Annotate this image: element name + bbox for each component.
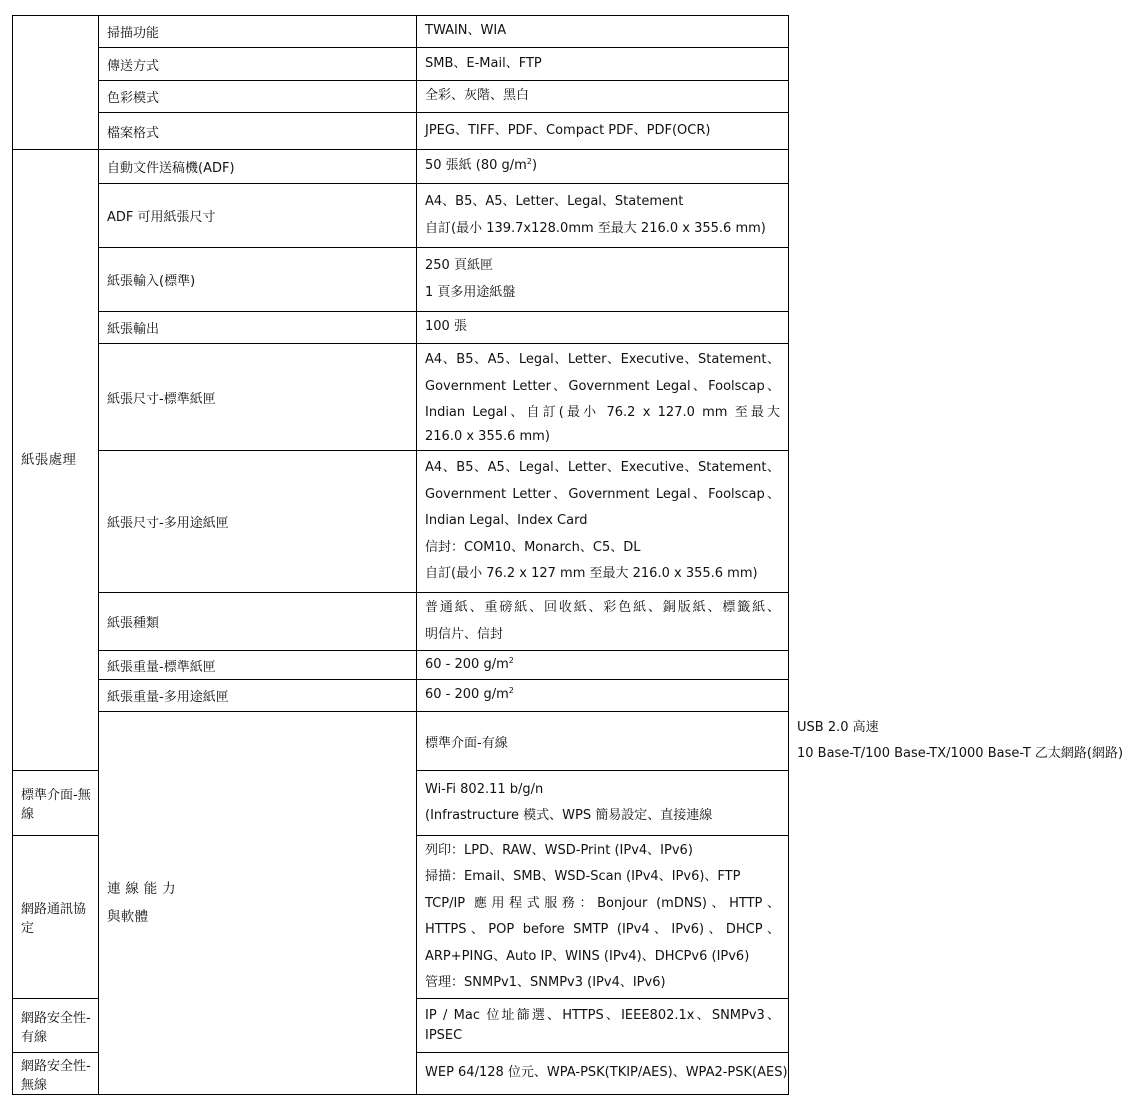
category-cell: 紙張處理 xyxy=(13,150,99,771)
row-label: 檔案格式 xyxy=(99,113,417,150)
table-row xyxy=(13,48,789,81)
row-value: WEP 64/128 位元、WPA-PSK(TKIP/AES)、WPA2-PSK(AES) xyxy=(417,1053,789,1095)
row-value: A4、B5、A5、Legal、Letter、Executive、Statement、 Government Letter、Government Legal、Foolscap、 Indian Legal、自訂(最小 76.2 x 127.0 mm 至最大 216.0 x 355.6 mm) xyxy=(417,344,789,451)
table-row xyxy=(13,113,789,150)
row-label: 紙張重量-標準紙匣 xyxy=(99,651,417,680)
row-value: 50 張紙 (80 $g/m^2$) xyxy=(417,150,789,184)
table-row xyxy=(13,248,789,312)
row-value: TWAIN、WIA xyxy=(417,16,789,48)
row-label: 網路通訊協定 xyxy=(13,836,99,999)
table-row xyxy=(13,150,789,184)
row-label: 網路安全性-無線 xyxy=(13,1053,99,1095)
row-label: 網路安全性-有線 xyxy=(13,999,99,1053)
row-label: 標準介面-無線 xyxy=(13,771,99,836)
row-value: 250 頁紙匣 1 頁多用途紙盤 xyxy=(417,248,789,312)
row-label: 傳送方式 xyxy=(99,48,417,81)
row-label: 紙張重量-多用途紙匣 xyxy=(99,680,417,712)
table-row xyxy=(13,651,789,680)
row-value: 列印：LPD、RAW、WSD-Print (IPv4、IPv6) 掃描：Email、SMB、WSD-Scan (IPv4、IPv6)、FTP TCP/IP 應用程式服務：Bonjour (mDNS)、HTTP、 HTTPS、POP before SMTP (IPv4、IPv6)、DHCP、 ARP+PING、Auto IP、WINS (IPv4)、DHCPv6 (IPv6) 管理：SNMPv1、SNMPv3 (IPv4、IPv6) xyxy=(417,836,789,999)
table-row xyxy=(13,81,789,113)
table-row xyxy=(13,451,789,593)
row-value: IP / Mac 位址篩選、HTTPS、IEEE802.1x、SNMPv3、 IPSEC xyxy=(417,999,789,1053)
row-value: 60 - 200 $g/m^2$ xyxy=(417,651,789,680)
table-row xyxy=(13,680,789,712)
row-value: A4、B5、A5、Letter、Legal、Statement 自訂(最小 139.7x128.0mm 至最大 216.0 x 355.6 mm) xyxy=(417,184,789,248)
row-value: 60 - 200 $g/m^2$ xyxy=(417,680,789,712)
row-label: 紙張輸出 xyxy=(99,312,417,344)
table-row: 連 線 能 力 與軟體 標準介面-有線 USB 2.0 高速 10 Base-T/100 Base-TX/1000 Base-T 乙太網路(網路) xyxy=(13,712,789,771)
row-label: 標準介面-有線 xyxy=(417,712,789,771)
category-cell-empty xyxy=(13,16,99,150)
row-value: 100 張 xyxy=(417,312,789,344)
row-value: Wi-Fi 802.11 b/g/n (Infrastructure 模式、WPS 簡易設定、直接連線 xyxy=(417,771,789,836)
spec-table xyxy=(12,15,1123,1095)
row-label: 自動文件送稿機(ADF) xyxy=(99,150,417,184)
row-value: A4、B5、A5、Legal、Letter、Executive、Statement、 Government Letter、Government Legal、Foolscap、 Indian Legal、Index Card 信封：COM10、Monarch、C5、DL 自訂(最小 76.2 x 127 mm 至最大 216.0 x 355.6 mm) xyxy=(417,451,789,593)
row-label: 掃描功能 xyxy=(99,16,417,48)
table-row xyxy=(13,593,789,651)
category-cell: 連 線 能 力 與軟體 xyxy=(99,712,417,1095)
row-label: 紙張輸入(標準) xyxy=(99,248,417,312)
row-value: 普通紙、重磅紙、回收紙、彩色紙、銅版紙、標籤紙、 明信片、信封 xyxy=(417,593,789,651)
row-label: 紙張尺寸-多用途紙匣 xyxy=(99,451,417,593)
row-value: 全彩、灰階、黑白 xyxy=(417,81,789,113)
row-value: SMB、E-Mail、FTP xyxy=(417,48,789,81)
row-label: 色彩模式 xyxy=(99,81,417,113)
row-value: JPEG、TIFF、PDF、Compact PDF、PDF(OCR) xyxy=(417,113,789,150)
row-label: 紙張尺寸-標準紙匣 xyxy=(99,344,417,451)
row-label: ADF 可用紙張尺寸 xyxy=(99,184,417,248)
table-row xyxy=(13,184,789,248)
row-label: 紙張種類 xyxy=(99,593,417,651)
table-row xyxy=(13,312,789,344)
table-row xyxy=(13,344,789,451)
table-row xyxy=(13,16,789,48)
